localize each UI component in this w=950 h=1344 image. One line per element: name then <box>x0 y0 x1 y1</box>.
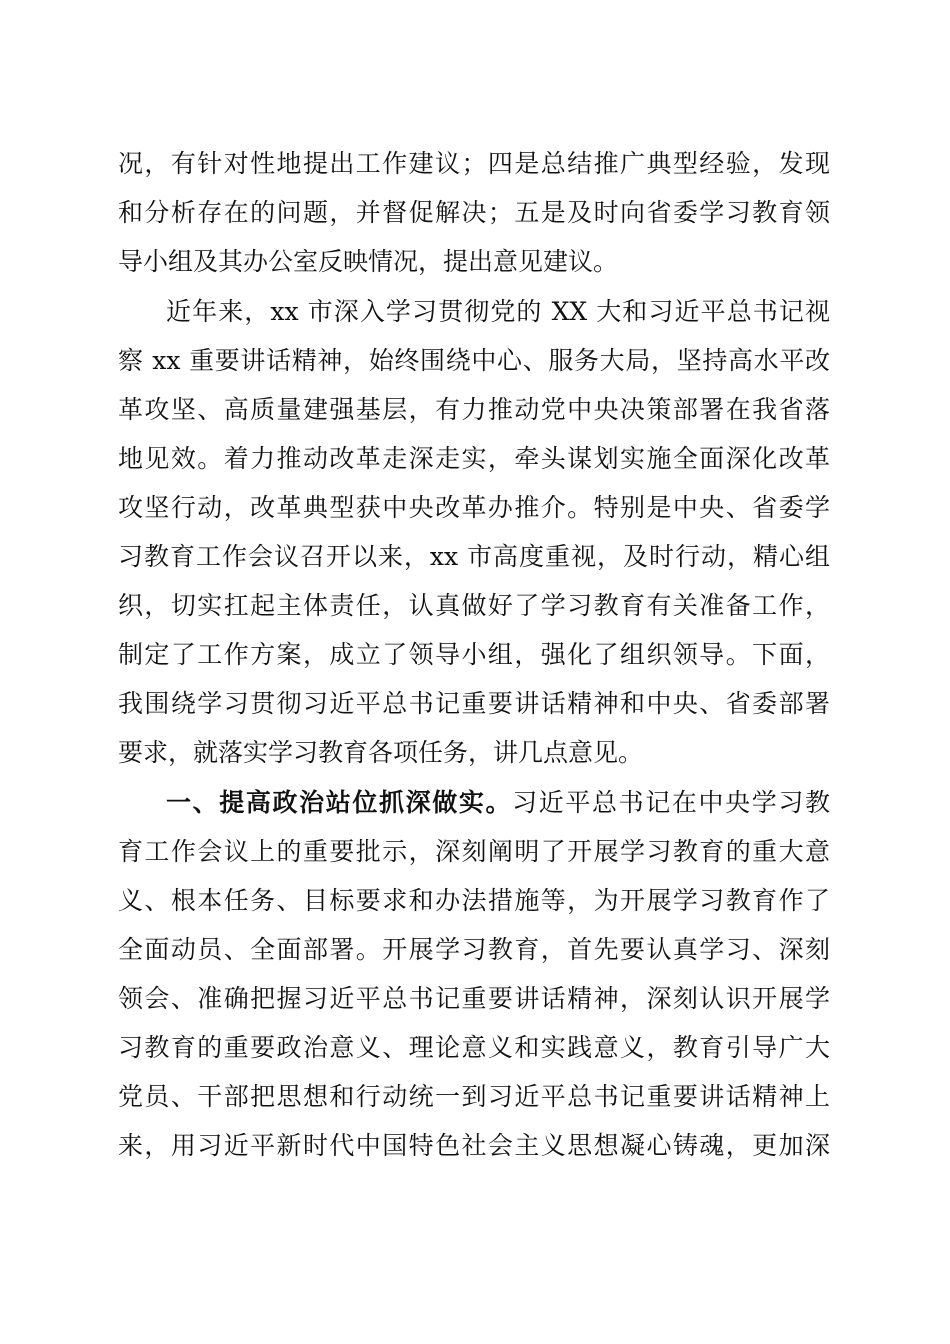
paragraph-3-line-7: 党员、干部把思想和行动统一到习近平总书记重要讲话精神上 <box>118 1082 830 1111</box>
section-heading: 一、提高政治站位抓深做实。 <box>166 788 513 817</box>
paragraph-3-line-1 <box>166 779 830 827</box>
paragraph-2-line-7: 织，切实扛起主体责任，认真做好了学习教育有关准备工作， <box>118 591 830 620</box>
paragraph-3-line-3: 义、根本任务、目标要求和办法措施等，为开展学习教育作了 <box>118 886 830 915</box>
paragraph-1-line-2: 和分析存在的问题，并督促解决；五是及时向省委学习教育领 <box>118 198 830 227</box>
paragraph-3-line-1-text: 习近平总书记在中央学习教 <box>512 788 830 817</box>
paragraph-2-line-6: 习教育工作会议召开以来，xx 市高度重视，及时行动，精心组 <box>118 542 830 571</box>
paragraph-2-line-3: 革攻坚、高质量建强基层，有力推动党中央决策部署在我省落 <box>118 395 830 424</box>
paragraph-2-line-1: 近年来，xx 市深入学习贯彻党的 XX 大和习近平总书记视 <box>166 297 830 326</box>
paragraph-3-line-4: 全面动员、全面部署。开展学习教育，首先要认真学习、深刻 <box>118 935 830 964</box>
paragraph-2-line-8: 制定了工作方案，成立了领导小组，强化了组织领导。下面， <box>118 640 830 669</box>
paragraph-2-line-4: 地见效。着力推动改革走深走实，牵头谋划实施全面深化改革 <box>118 444 830 473</box>
paragraph-3-line-6: 习教育的重要政治意义、理论意义和实践意义，教育引导广大 <box>118 1033 830 1062</box>
paragraph-2-line-9: 我围绕学习贯彻习近平总书记重要讲话精神和中央、省委部署 <box>118 689 830 718</box>
paragraph-2-line-5: 攻坚行动，改革典型获中央改革办推介。特别是中央、省委学 <box>118 493 830 522</box>
paragraph-3-line-2: 育工作会议上的重要批示，深刻阐明了开展学习教育的重大意 <box>118 837 830 866</box>
paragraph-2-line-10: 要求，就落实学习教育各项任务，讲几点意见。 <box>118 738 644 767</box>
paragraph-1-line-3: 导小组及其办公室反映情况，提出意见建议。 <box>118 247 619 276</box>
paragraph-3-line-5: 领会、准确把握习近平总书记重要讲话精神，深刻认识开展学 <box>118 984 830 1013</box>
paragraph-2-line-2: 察 xx 重要讲话精神，始终围绕中心、服务大局，坚持高水平改 <box>118 346 830 375</box>
paragraph-3-line-8: 来，用习近平新时代中国特色社会主义思想凝心铸魂，更加深 <box>118 1131 830 1160</box>
paragraph-1-line-1: 况，有针对性地提出工作建议；四是总结推广典型经验，发现 <box>118 149 830 178</box>
